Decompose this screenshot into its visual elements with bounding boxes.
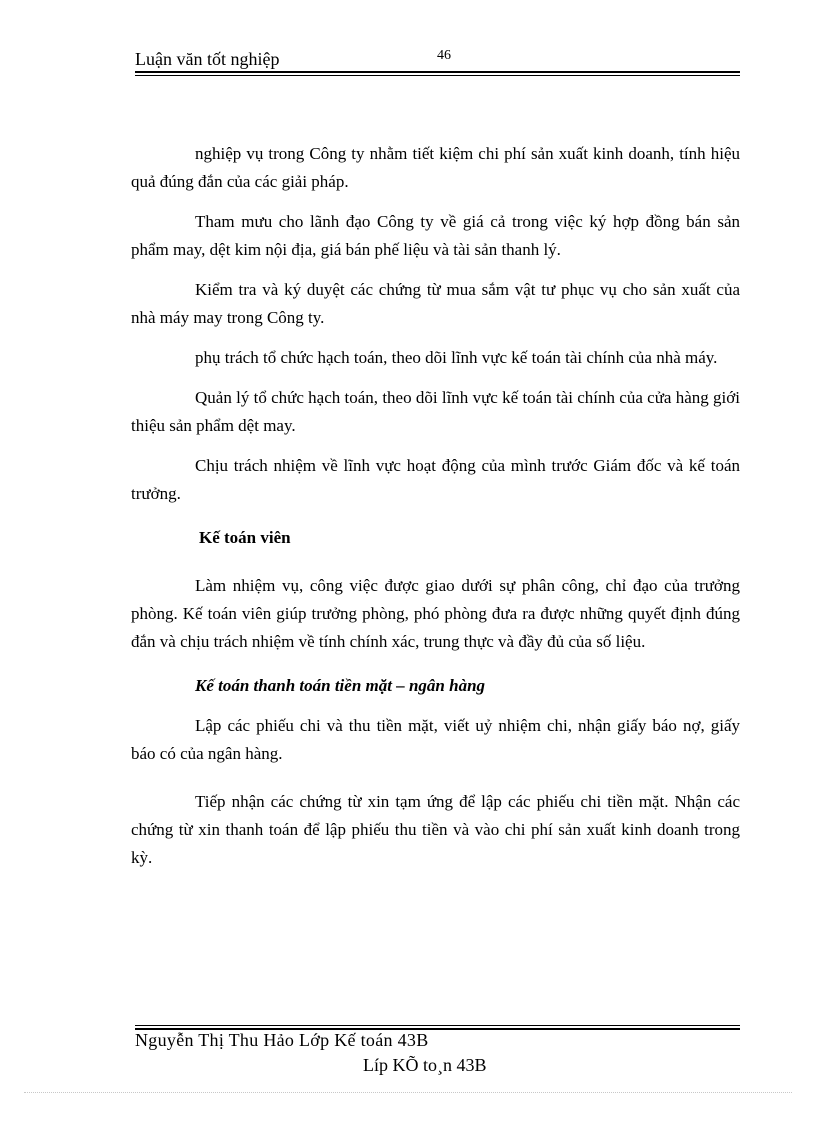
footer-author: Nguyễn Thị Thu Hảo Lớp Kế toán 43B xyxy=(135,1030,429,1050)
body-text xyxy=(131,140,740,872)
footer-class: Líp KÕ to¸n 43B xyxy=(363,1055,487,1075)
footer-rule-thin xyxy=(135,1025,740,1026)
paragraph: Lập các phiếu chi và thu tiền mặt, viết uỷ nhiệm chi, nhận giấy báo nợ, giấy báo có của ngân hàng. xyxy=(131,716,740,763)
paragraph: Kiểm tra và ký duyệt các chứng từ mua sắm vật tư phục vụ cho sản xuất của nhà máy may trong Công ty. xyxy=(131,280,740,327)
paragraph: Làm nhiệm vụ, công việc được giao dưới sự phân công, chỉ đạo của trưởng phòng. Kế toán viên giúp trưởng phòng, phó phòng đưa ra được những quyết định đúng đắn và chịu trách nhiệm về tính chính xác, trung thực và đầy đủ của số liệu. xyxy=(131,576,740,651)
page-edge-dots xyxy=(24,1092,792,1093)
section-heading: Kế toán viên xyxy=(199,528,291,547)
paragraph: Chịu trách nhiệm về lĩnh vực hoạt động của mình trước Giám đốc và kế toán trưởng. xyxy=(131,456,740,503)
page-number: 46 xyxy=(437,48,451,63)
paragraph: Tiếp nhận các chứng từ xin tạm ứng để lập các phiếu chi tiền mặt. Nhận các chứng từ xin thanh toán để lập phiếu thu tiền và vào chi phí sản xuất kinh doanh trong kỳ. xyxy=(131,792,740,867)
paragraph: Quản lý tổ chức hạch toán, theo dõi lĩnh vực kế toán tài chính của cửa hàng giới thiệu sản phẩm dệt may. xyxy=(131,388,740,435)
header-rule-thin xyxy=(135,75,740,76)
paragraph: Tham mưu cho lãnh đạo Công ty về giá cả trong việc ký hợp đồng bán sản phẩm may, dệt kim nội địa, giá bán phế liệu và tài sản thanh lý. xyxy=(131,212,740,259)
header-rule-thick xyxy=(135,71,740,73)
header-title: Luận văn tốt nghiệp xyxy=(135,49,280,69)
paragraph: nghiệp vụ trong Công ty nhằm tiết kiệm chi phí sản xuất kinh doanh, tính hiệu quả đúng đắn của các giải pháp. xyxy=(131,144,740,191)
section-heading: Kế toán thanh toán tiền mặt – ngân hàng xyxy=(195,676,486,695)
paragraph: phụ trách tổ chức hạch toán, theo dõi lĩnh vực kế toán tài chính của nhà máy. xyxy=(195,348,718,367)
